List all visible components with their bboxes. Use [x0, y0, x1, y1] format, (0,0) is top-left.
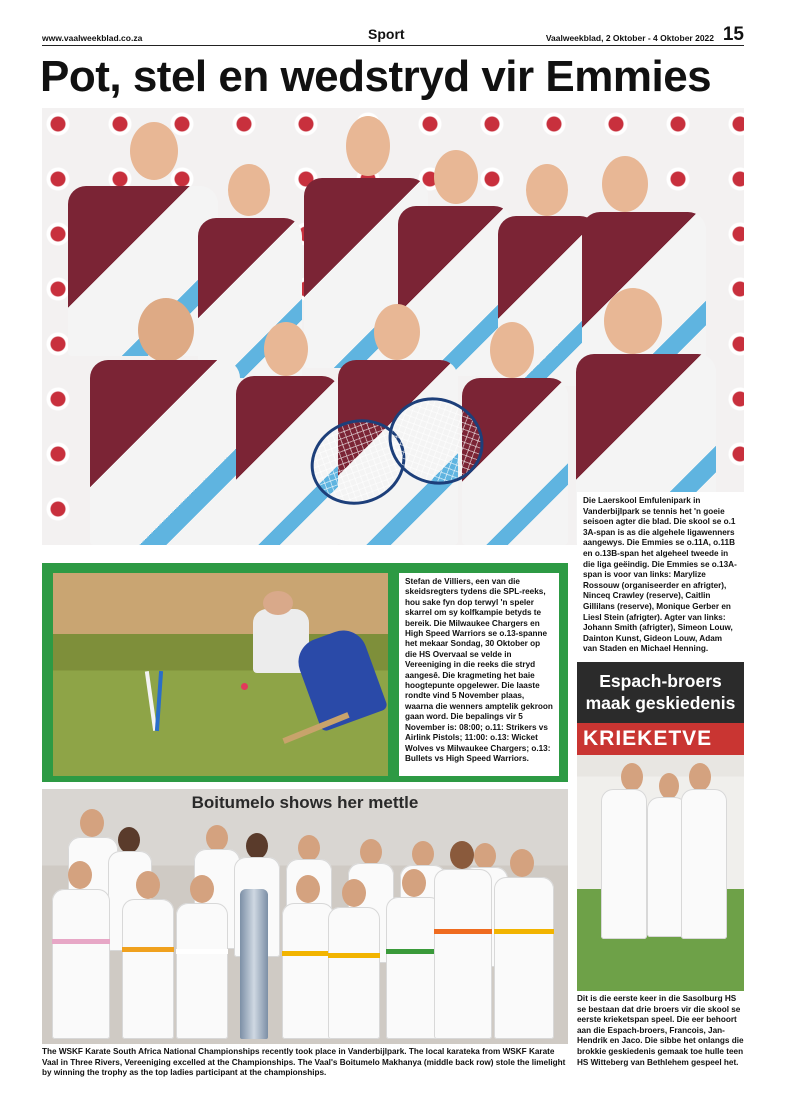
- karateka-figure: [282, 903, 334, 1039]
- player-figure: [681, 789, 727, 939]
- cricket-story-text: Stefan de Villiers, een van die skeidsregters tydens die SPL-reeks, hou sake fyn dop terwyl 'n speler skarrel om sy kolfkampie betyds te bereik. Die Milwaukee Chargers en High Speed Warriors se o.13-spanne het mekaar Sondag, 30 Oktober op die HS Overvaal se velde in Vereeniging in die reeks die stryd aangesê. Die kragmeting het baie hoogtepunte opgelewer. Die laaste rondte vind 5 November plaas, waarna die wenners amptelik gekroon gaan word. Die bepalings vir 5 November is: 08:00; o.11: Strikers vs Airlink Pistols; 11:00: o.13: Wicket Wolves vs Milwaukee Chargers; o.13: Bullets vs High Speed Warriors.: [399, 573, 559, 776]
- karateka-figure: [52, 889, 110, 1039]
- sign-lettering: KRIEKETVE: [583, 727, 713, 750]
- karateka-head: [510, 849, 534, 877]
- karateka-head: [412, 841, 434, 867]
- karateka-figure: [122, 899, 174, 1039]
- belt-yellow: [282, 951, 334, 956]
- belt-yellow: [494, 929, 554, 934]
- person-head: [526, 164, 568, 216]
- belt-white: [176, 949, 228, 954]
- tennis-team-photo: [42, 108, 744, 545]
- karate-title: Boitumelo shows her mettle: [191, 793, 419, 812]
- person-head: [490, 322, 534, 378]
- page-header: [42, 24, 744, 46]
- person-head: [130, 122, 178, 180]
- belt-pink: [52, 939, 110, 944]
- player-figure: [601, 789, 647, 939]
- header-url: www.vaalweekblad.co.za: [42, 33, 143, 43]
- espach-headline: [577, 662, 744, 723]
- espach-brothers-photo: [577, 723, 744, 991]
- karateka-head: [136, 871, 160, 899]
- karate-team-photo: [42, 789, 568, 1044]
- header-section: Sport: [368, 26, 405, 42]
- umpire-head: [263, 591, 293, 615]
- person-head: [434, 150, 478, 204]
- header-page-number: 15: [722, 24, 744, 45]
- karateka-head: [118, 827, 140, 853]
- player-head: [659, 773, 679, 799]
- karate-caption: The WSKF Karate South Africa National Championships recently took place in Vanderbijlpark. The local karateka from WSKF Karate Vaal in Three Rivers, Vereeniging excelled at the Championships. The Vaal's Boitumelo Makhanya (middle back row) stole the limelight by winning the trophy as the top ladies participant at the championships.: [42, 1047, 566, 1078]
- wicket-stump: [155, 671, 163, 731]
- belt-orange: [122, 947, 174, 952]
- cricket-photo: [53, 573, 388, 776]
- trophy: [240, 889, 268, 1039]
- karateka-head: [450, 841, 474, 869]
- karateka-head: [190, 875, 214, 903]
- espach-caption: Dit is die eerste keer in die Sasolburg HS se bestaan dat drie broers vir die skool se eerste krieketspan speel. Die eer behoort aan die Espach-broers, Francois, Jan-Hendrik en Jaco. Die sibbe het onlangs die brokkie geskiedenis gemaak toe hulle teen HS Witteberg van Bethlehem gespeel het.: [577, 994, 744, 1067]
- karateka-head: [80, 809, 104, 837]
- karateka-figure: [176, 903, 228, 1039]
- person-head: [346, 116, 390, 176]
- espach-headline-line1: Espach-broers: [599, 671, 722, 691]
- belt-orange: [434, 929, 492, 934]
- karateka-head: [474, 843, 496, 869]
- cricket-ball: [241, 683, 248, 690]
- karateka-figure: [494, 877, 554, 1039]
- espach-headline-line2: maak geskiedenis: [585, 693, 736, 713]
- karateka-head: [68, 861, 92, 889]
- person-head: [138, 298, 194, 362]
- person-head: [264, 322, 308, 376]
- karateka-head: [296, 875, 320, 903]
- karateka-head: [298, 835, 320, 861]
- person-head: [604, 288, 662, 354]
- player-head: [689, 763, 711, 791]
- cricket-story-box: [42, 563, 568, 782]
- person-head: [374, 304, 420, 360]
- karateka-head: [246, 833, 268, 859]
- karateka-figure: [328, 907, 380, 1039]
- main-headline: Pot, stel en wedstryd vir Emmies: [40, 52, 712, 101]
- person-head: [602, 156, 648, 212]
- person-shirt: [90, 360, 240, 545]
- header-date: Vaalweekblad, 2 Oktober - 4 Oktober 2022: [545, 33, 714, 43]
- tennis-photo-caption: Die Laerskool Emfulenipark in Vanderbijlpark se tennis het 'n goeie seisoen agter die blad. Die skool se o.1 3A-span is as die algehele ligawenners aangewys. Die Emmies se o.11A, o.11B en o.13B-span het algeheel tweede in die liga geëindig. Die Emmies se o.13A-span is voor van links: Marylize Rossouw (organiseerder en afrigter), Ninceq Crawley (reserve), Caitlin Gillilans (reserve), Monique Gerber en Liesl Stein (afrigter). Agter van links: Johann Smith (afrigter), Simeon Louw, Dainton Kunst, Gideon Louw, Adam van Staden en Michael Henning.: [577, 492, 744, 660]
- karateka-head: [342, 879, 366, 907]
- karateka-head: [402, 869, 426, 897]
- karateka-head: [360, 839, 382, 865]
- person-head: [228, 164, 270, 216]
- belt-yellow: [328, 953, 380, 958]
- karateka-head: [206, 825, 228, 851]
- player-head: [621, 763, 643, 791]
- karateka-figure: [434, 869, 492, 1039]
